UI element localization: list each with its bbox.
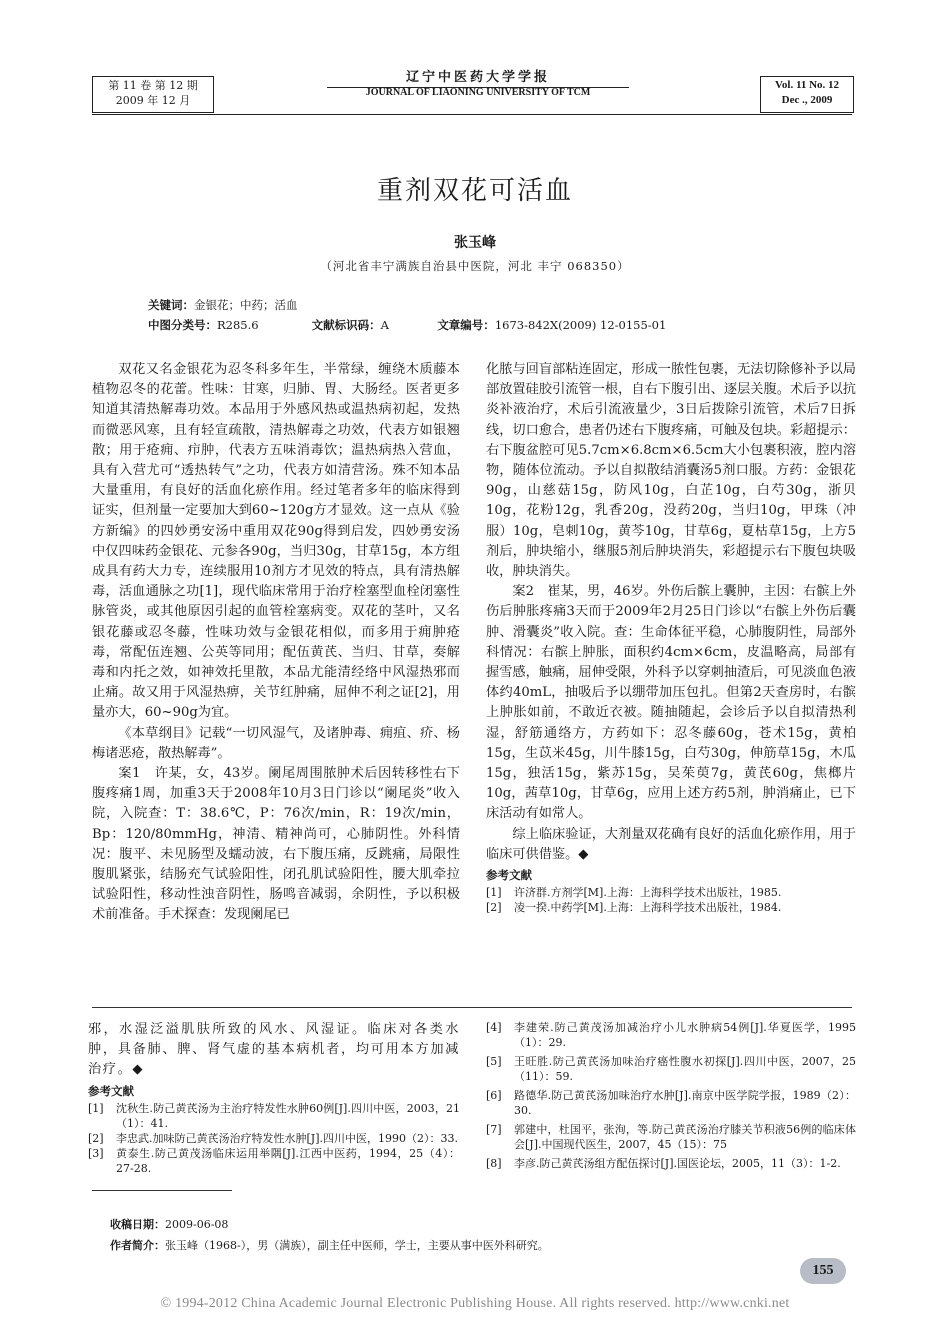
keywords-value: 金银花；中药；活血 <box>194 298 298 312</box>
body-paragraph: 双花又名金银花为忍冬科多年生，半常绿，缠绕木质藤本植物忍冬的花蕾。性味：甘寒，归肺、胃、大肠经。医者更多知道其清热解毒功效。本品用于外感风热或温热病初起，发热而微恶风寒，且有轻宣疏散，清热解毒之功效，代表方如银翘散；用于疮痈、疖肿，代表方五味消毒饮；温热病热入营血，具有入营尤可“透热转气”之功，代表方如清营汤。殊不知本品大量重用，有良好的活血化瘀作用。经过笔者多年的临床得到证实，但剂量一定要加大到60~120g方才显效。这一点从《验方新编》的四妙勇安汤中重用双花90g得到启发，四妙勇安汤中仅四味药金银花、元参各90g，当归30g，甘草15g，本方组成具有药大力专，连续服用10剂方才见效的特点，具有清热解毒，活血通脉之功[1]，现代临床常用于治疗栓塞型血栓闭塞性脉管炎，或其他原因引起的血管栓塞病变。双花的茎叶，又名银花藤或忍冬藤，性味功效与金银花相似，而多用于痈肿疮毒，常配伍连翘、公英等同用；配伍黄芪、当归、甘草，奏解毒和内托之效，如神效托里散，本品尤能清经络中风湿热邪而止痛。故又用于风湿热痹，关节红肿痛，屈伸不利之证[2]，用量亦大，60~90g为宜。 <box>92 362 460 721</box>
body-left-column <box>92 360 460 926</box>
journal-name-cn: 辽宁中医药大学学报 <box>405 70 550 85</box>
references-heading: 参考文献 <box>88 1083 134 1098</box>
author-affiliation: （河北省丰宁满族自治县中医院，河北 丰宁 068350） <box>320 259 630 273</box>
received-label: 收稿日期： <box>110 1218 165 1231</box>
reference-item: [8] 李彦.防己黄芪汤组方配伍探讨[J].国医论坛，2005，11（3）：1-2. <box>486 1157 841 1170</box>
bottom-left-column <box>88 1020 460 1176</box>
footnote-rule <box>92 1190 232 1191</box>
article-number-label: 文章编号： <box>437 318 495 332</box>
bio-label: 作者简介： <box>110 1239 165 1252</box>
conclusion-paragraph: 综上临床验证，大剂量双花确有良好的活血化瘀作用，用于临床可供借鉴。◆ <box>486 826 856 862</box>
reference-item: [7] 郭建中，杜国平，张洵，等.防己黄芪汤治疗膝关节积液56例的临床体会[J].中国现代医生，2007，45（15）：75 <box>486 1123 856 1151</box>
header-divider <box>327 87 629 88</box>
reference-item: [6] 路德华.防己黄芪汤加味治疗水肿[J].南京中医学院学报，1989（2）：30. <box>486 1089 856 1117</box>
reference-item: [1] 许济群.方剂学[M].上海：上海科学技术出版社，1985. <box>486 886 782 900</box>
page-number: 155 <box>800 1258 846 1284</box>
article-title: 重剂双花可活血 <box>376 176 573 206</box>
classification-line <box>148 317 828 333</box>
keywords-label: 关键词： <box>148 298 194 312</box>
journal-name <box>327 70 629 100</box>
journal-name-en: JOURNAL OF LIAONING UNIVERSITY OF TCM <box>365 87 591 98</box>
reference-item: [2] 李忠武.加味防己黄芪汤治疗特发性水肿[J].四川中医，1990（2）：33. <box>88 1131 458 1145</box>
author-bio <box>110 1238 549 1254</box>
header-issue-box <box>92 76 214 113</box>
article-number-value: 1673-842X(2009) 12-0155-01 <box>494 318 667 332</box>
header-underline <box>92 114 852 115</box>
body-paragraph: 《本草纲目》记载“一切风湿气，及诸肿毒、痈疽、疥、杨梅诸恶疮，散热解毒”。 <box>92 725 460 761</box>
bio-value: 张玉峰（1968-），男（满族），副主任中医师，学士，主要从事中医外科研究。 <box>165 1239 549 1252</box>
header-vol-box <box>760 76 854 113</box>
references-heading: 参考文献 <box>486 868 532 883</box>
header-vol-date: Dec ., 2009 <box>781 94 833 106</box>
body-paragraph: 化脓与回盲部粘连固定，形成一脓性包裹，无法切除修补予以局部放置硅胶引流管一根，自右下腹引出、逐层关腹。术后予以抗炎补液治疗，术后引流液量少，3日后拨除引流管，术后7日拆线，切口愈合，患者仍述右下腹疼痛，可触及包块。彩超提示：右下腹盆腔可见5.7cm×6.8cm×6.5cm大小包裹积液，腔内溶物，随体位流动。予以自拟散结消囊汤5剂口服。方药：金银花90g，山慈菇15g，防风10g，白芷10g，白芍30g，浙贝10g，花粉12g，乳香20g，没药20g，当归10g，甲珠（冲服）10g，皂刺10g，黄芩10g，甘草6g，夏枯草15g，上方5剂后，肿块缩小，继服5剂后肿块消失，彩超提示右下腹包块吸收，肿块消失。 <box>486 362 856 580</box>
section-separator <box>92 1007 852 1008</box>
header-vol-no: Vol. 11 No. 12 <box>774 79 840 91</box>
reference-item: [1] 沈秋生.防己黄芪汤为主治疗特发性水肿60例[J].四川中医，2003，21（1）：41. <box>88 1101 460 1130</box>
author-name: 张玉峰 <box>454 235 496 251</box>
reference-item: [3] 黄泰生.防己黄茂汤临床运用举隅[J].江西中医药，1994，25（4）：27-28. <box>88 1146 460 1175</box>
reference-item: [5] 王旺胜.防己黄芪汤加味治疗癌性腹水初探[J].四川中医，2007，25（11）：59. <box>486 1055 856 1083</box>
keywords <box>148 297 298 313</box>
continued-paragraph: 邪，水湿泛溢肌肤所致的风水、风湿证。临床对各类水肿，具备肺、脾、肾气虚的基本病机者，均可用本方加减治疗。◆ <box>88 1022 460 1078</box>
doccode-label: 文献标识码： <box>311 318 381 332</box>
doccode-value: A <box>380 318 389 332</box>
class-label: 中图分类号： <box>148 318 217 332</box>
received-value: 2009-06-08 <box>165 1218 229 1231</box>
header-volume-issue: 第 11 卷 第 12 期 <box>108 79 198 92</box>
case2-paragraph: 案2 崔某，男，46岁。外伤后髌上囊肿，主因：右髌上外伤后肿胀疼痛3天而于2009年2月25日门诊以“右髌上外伤后囊肿、滑囊炎”收入院。查：生命体征平稳，心肺腹阴性，局部外科情况：右髌上肿胀，面积约4cm×6cm，皮温略高，局部有握雪感，触痛，屈伸受限，外科予以穿刺抽渣后，可见淡血色液体约40mL，抽吸后予以绷带加压包扎。但第2天查房时，右髌上肿胀如前，不敢近衣被。随抽随起，会诊后予以自拟清热利湿，舒筋通络方，方药如下：忍冬藤60g，苍术15g，黄柏15g，生苡米45g，川牛膝15g，白芍30g，伸筋草15g，木瓜15g，独活15g，紫苏15g，吴茱萸7g，黄芪60g，焦榔片10g，茜草10g，甘草6g，应用上述方药5剂，肿消痛止，已下床活动有如常人。 <box>486 584 856 822</box>
reference-item: [2] 凌一揆.中药学[M].上海：上海科学技术出版社，1984. <box>486 901 782 915</box>
reference-item: [4] 李建荣.防己黄茂汤加减治疗小儿水肿病54例[J].华夏医学，1995（1）：29. <box>486 1021 856 1049</box>
bottom-right-column <box>486 1020 856 1171</box>
header-date: 2009 年 12 月 <box>115 94 191 107</box>
body-right-column <box>486 360 856 915</box>
received-date <box>110 1217 228 1233</box>
class-value: R285.6 <box>217 318 259 332</box>
case1-paragraph: 案1 许某，女，43岁。阑尾周围脓肿术后因转移性右下腹疼痛1周，加重3天于2008年10月3日门诊以“阑尾炎”收入院，入院查：T：38.6℃，P：76次/min，R：19次/min，Bp：120/80mmHg，神清、精神尚可，心肺阴性。外科情况：腹平、未见肠型及蠕动波，右下腹压痛，反跳痛，局限性腹肌紧张，结肠充气试验阳性，闭孔肌试验阳性，腰大肌牵拉试验阳性，移动性浊音阴性，肠鸣音减弱，余阴性，予以积极术前准备。手术探查：发现阑尾已 <box>92 766 460 923</box>
copyright-notice: © 1994-2012 China Academic Journal Electronic Publishing House. All rights reserved. http://www.cnki.net <box>160 1296 790 1311</box>
